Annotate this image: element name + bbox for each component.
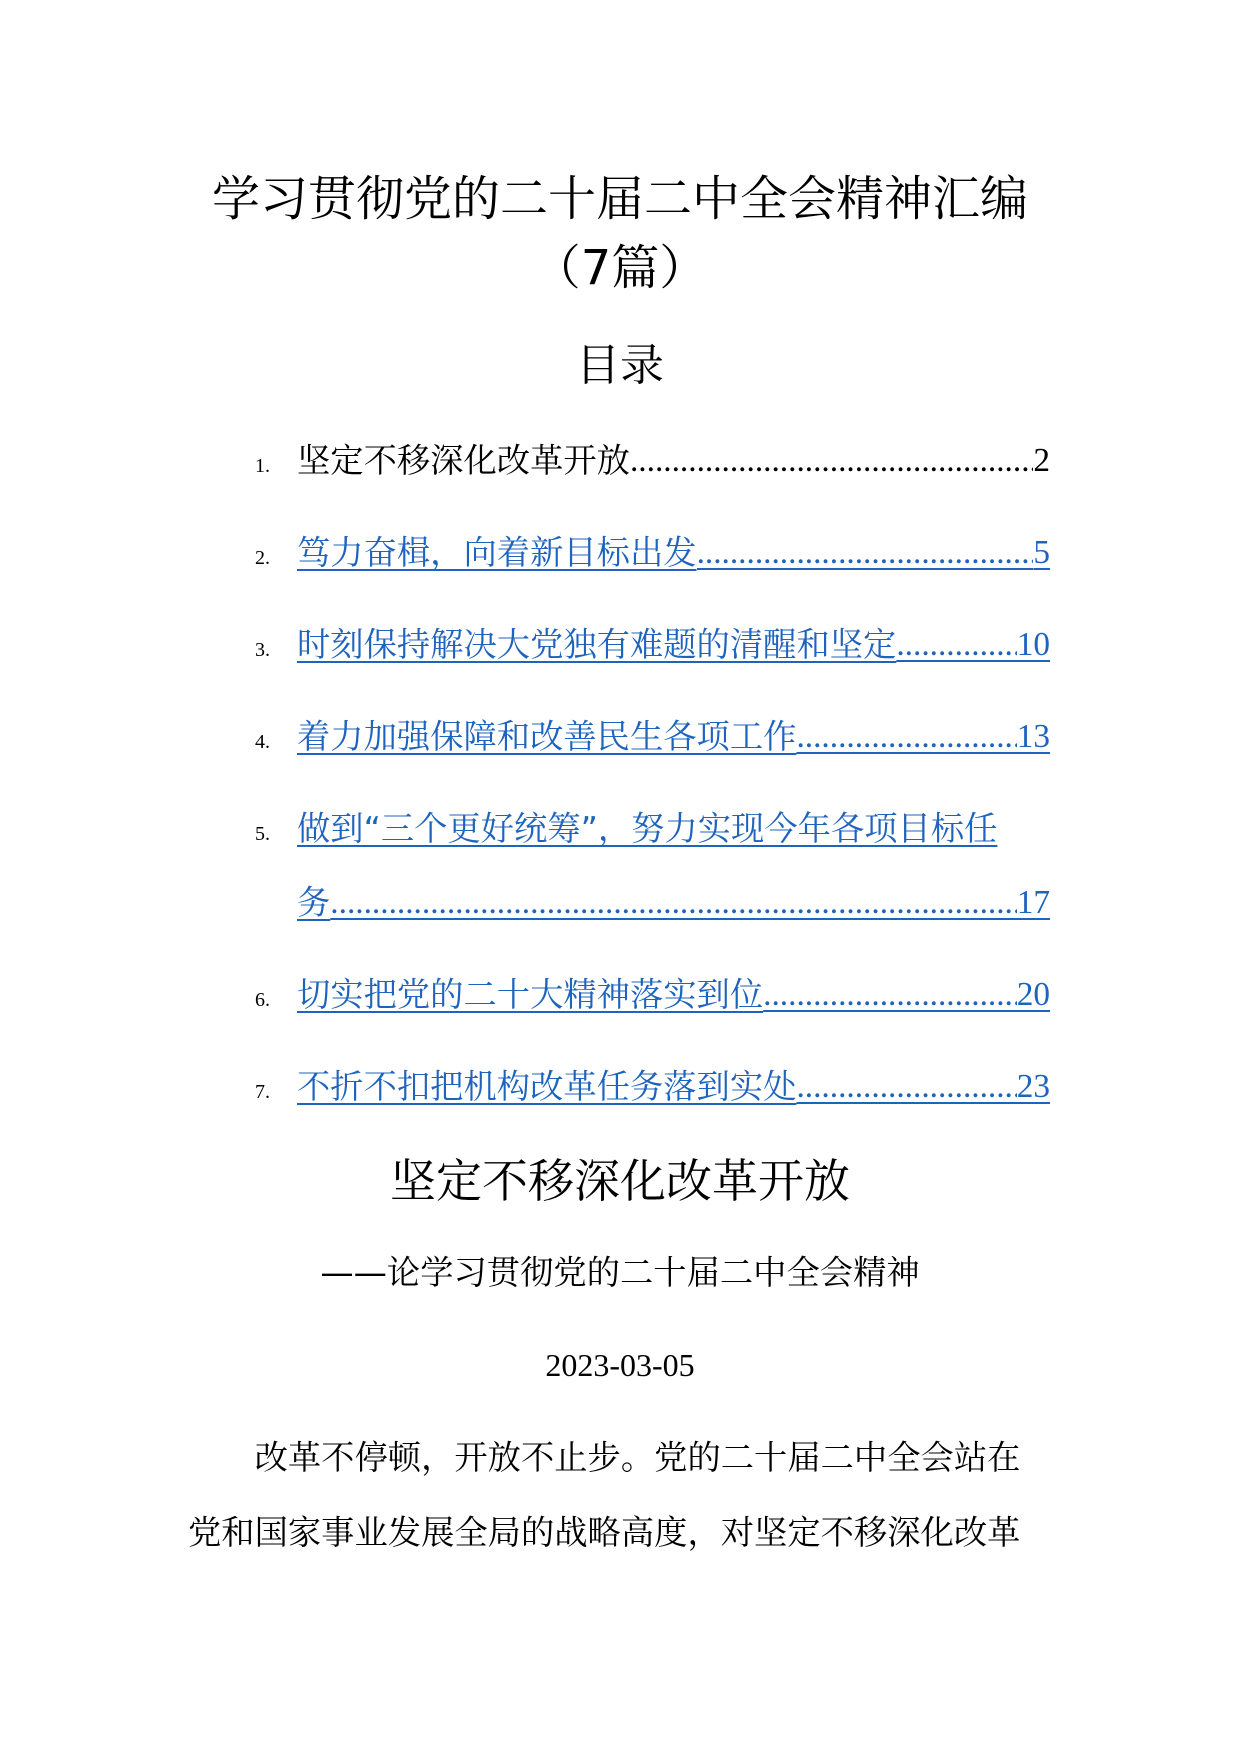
toc-link[interactable] <box>297 608 1050 682</box>
toc-entry <box>255 958 1050 1032</box>
toc-number: 4. <box>255 731 270 753</box>
toc-page-number: 23 <box>1016 1068 1050 1105</box>
toc-heading: 目录 <box>576 340 664 391</box>
toc-line <box>297 958 1050 1032</box>
toc-number: 1. <box>255 455 270 477</box>
document-title-count: （7篇） <box>532 240 708 296</box>
article-paragraph: 改革不停顿，开放不止步。党的二十届二中全会站在党和国家事业发展全局的战略高度，对坚定不移深化改革 <box>188 1438 1021 1552</box>
toc-page-number: 5 <box>1033 534 1050 571</box>
toc-page-number: 17 <box>1016 884 1050 921</box>
toc-line <box>297 866 1050 940</box>
toc-title: 做到“三个更好统筹”，努力实现今年各项目标任 <box>297 809 998 848</box>
toc-link <box>297 424 1050 498</box>
toc-line <box>297 700 1050 774</box>
dot-leader <box>796 1050 1016 1124</box>
toc-link[interactable] <box>297 516 1050 590</box>
toc-entry <box>255 608 1050 682</box>
toc-page-number: 13 <box>1016 718 1050 755</box>
toc-number: 5. <box>255 823 270 845</box>
toc-title: 时刻保持解决大党独有难题的清醒和坚定 <box>297 625 897 664</box>
dot-leader <box>763 958 1017 1032</box>
toc-line <box>297 792 1050 866</box>
toc-title-continued: 务 <box>297 883 331 922</box>
toc-title: 切实把党的二十大精神落实到位 <box>297 975 764 1014</box>
toc-number: 2. <box>255 547 270 569</box>
table-of-contents <box>255 424 1050 1124</box>
toc-title: 不折不扣把机构改革任务落到实处 <box>297 1067 797 1106</box>
toc-link[interactable] <box>297 958 1050 1032</box>
toc-line <box>297 424 1050 498</box>
toc-page-number: 10 <box>1016 626 1050 663</box>
dot-leader <box>697 516 1034 590</box>
article-heading: 坚定不移深化改革开放 <box>390 1154 850 1208</box>
toc-entry <box>255 424 1050 498</box>
toc-line <box>297 516 1050 590</box>
dot-leader <box>630 424 1033 498</box>
article-subtitle: ——论学习贯彻党的二十届二中全会精神 <box>320 1253 920 1292</box>
toc-link[interactable] <box>297 1050 1050 1124</box>
toc-number: 7. <box>255 1081 270 1103</box>
toc-entry <box>255 792 1050 940</box>
document-title: 学习贯彻党的二十届二中全会精神汇编 <box>211 171 1028 227</box>
dot-leader <box>796 700 1016 774</box>
toc-line <box>297 608 1050 682</box>
toc-entry <box>255 1050 1050 1124</box>
toc-title: 笃力奋楫，向着新目标出发 <box>297 533 697 572</box>
toc-page-number: 20 <box>1016 976 1050 1013</box>
toc-entry <box>255 516 1050 590</box>
toc-number: 3. <box>255 639 270 661</box>
toc-link[interactable] <box>297 792 1050 940</box>
toc-entry <box>255 700 1050 774</box>
article-date: 2023-03-05 <box>545 1347 695 1383</box>
toc-title: 坚定不移深化改革开放 <box>297 441 630 480</box>
toc-number: 6. <box>255 989 270 1011</box>
toc-link[interactable] <box>297 700 1050 774</box>
toc-line <box>297 1050 1050 1124</box>
dot-leader <box>896 608 1016 682</box>
dot-leader <box>330 866 1016 940</box>
toc-page-number: 2 <box>1033 442 1050 479</box>
toc-title: 着力加强保障和改善民生各项工作 <box>297 717 797 756</box>
